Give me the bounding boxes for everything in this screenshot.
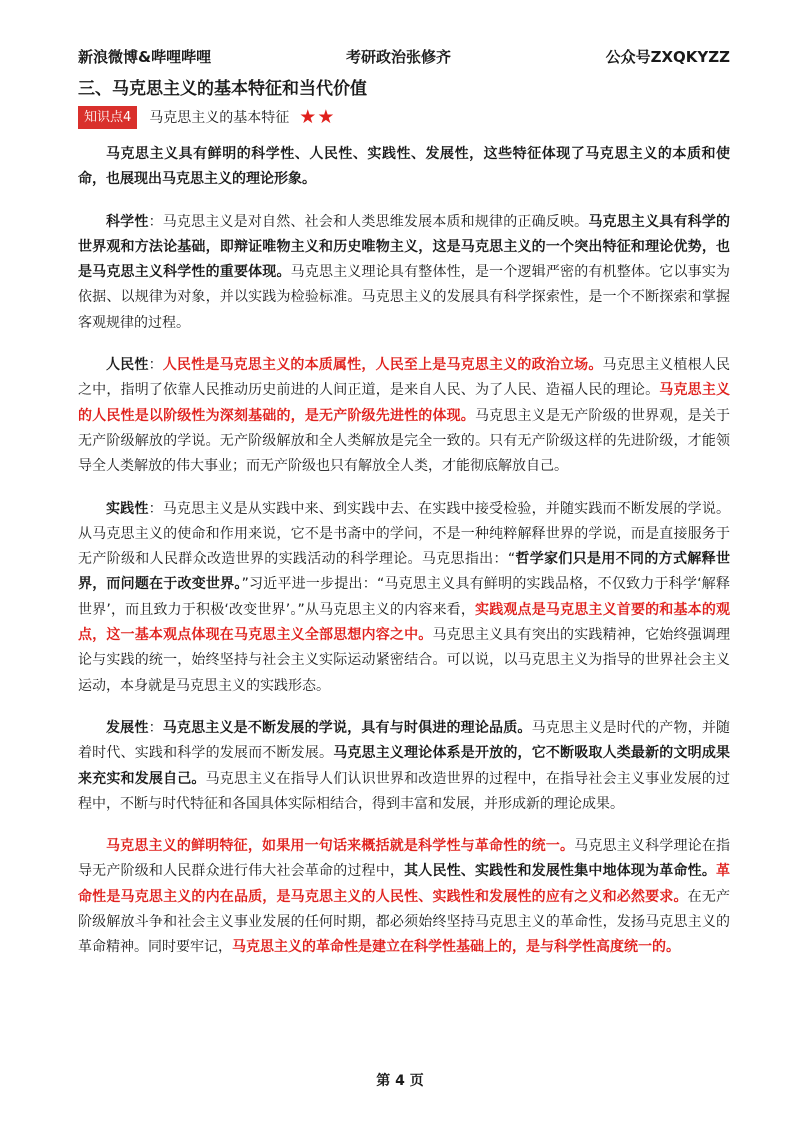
paragraph	[78, 210, 730, 336]
section-title: 三、马克思主义的基本特征和当代价值	[78, 79, 367, 99]
body-text: 马克思主义是无产阶级的世界观，是关于无产阶级解放的学说。无产阶级解放和全人类解放是完全一致的。只有无产阶级这样的先进阶级，才能领导全人类解放的伟大事业；而无产阶级也只有解放全人类，才能彻底解放自己。	[78, 407, 731, 475]
body-text: ：马克思主义是对自然、社会和人类思维发展本质和规律的正确反映。	[148, 213, 589, 230]
page-header	[78, 46, 730, 70]
header-left-text: 新浪微博&哔哩哔哩	[78, 48, 212, 66]
bold-text: 科学性	[106, 213, 149, 230]
body-text: ：	[148, 719, 163, 736]
bold-text: 马克思主义是不断发展的学说，具有与时俱进的理论品质。	[162, 719, 532, 736]
bold-text: 人民性	[106, 357, 149, 374]
page-number: 第 4 页	[376, 1073, 424, 1089]
bold-text: 马克思主义具有科学的世界观和方法论基础，即辩证唯物主义和历史唯物主义，这是马克思主义的一个突出特征和理论优势，也是马克思主义科学性的重要体现。	[78, 213, 731, 281]
body-text: ：马克思主义是从实践中来、到实践中去、在实践中接受检验，并随实践而不断发展的学说。从马克思主义的使命和作用来说，它不是书斋中的学问，不是一种纯粹解释世界的学说，而是直接服务于无产阶级和人民群众改造世界的实践活动的科学理论。马克思指出：“	[78, 500, 731, 568]
knowledge-point-heading	[78, 104, 335, 130]
bold-text: 发展性	[106, 719, 149, 736]
body-text: 在无产阶级解放斗争和社会主义事业发展的任何时期，都必须始终坚持马克思主义的革命性，发扬马克思主义的革命精神。同时要牢记，	[78, 888, 731, 956]
highlight-text: 马克思主义的人民性是以阶级性为深刻基础的，是无产阶级先进性的体现。	[78, 382, 731, 424]
knowledge-point-title: 马克思主义的基本特征	[149, 110, 290, 126]
article-body	[78, 142, 730, 978]
highlight-text: 马克思主义的革命性是建立在科学性基础上的，是与科学性高度统一的。	[232, 939, 680, 956]
bold-text: 哲学家们只是用不同的方式解释世界，而问题在于改变世界。	[78, 551, 730, 593]
body-text: 马克思主义是时代的产物，并随着时代、实践和科学的发展而不断发展。	[78, 719, 731, 762]
star-icon: ★★	[299, 106, 336, 128]
bold-text: 实践性	[106, 500, 149, 517]
highlight-text: 革命性是马克思主义的内在品质，是马克思主义的人民性、实践性和发展性的应有之义和必然要求。	[78, 863, 731, 905]
highlight-text: 人民性是马克思主义的本质属性，人民至上是马克思主义的政治立场。	[162, 357, 603, 374]
body-text: 马克思主义理论具有整体性，是一个逻辑严密的有机整体。它以事实为依据、以规律为对象，并以实践为检验标准。马克思主义的发展具有科学探索性，是一个不断探索和掌握客观规律的过程。	[78, 264, 731, 331]
highlight-text: 马克思主义的鲜明特征，如果用一句话来概括就是科学性与革命性的统一。	[106, 838, 575, 855]
paragraph	[78, 497, 730, 699]
header-right-text: 公众号ZXQKYZZ	[605, 48, 730, 66]
body-text: 马克思主义在指导人们认识世界和改造世界的过程中，在指导社会主义事业发展的过程中，不断与时代特征和各国具体实际相结合，得到丰富和发展，并形成新的理论成果。	[78, 770, 731, 812]
bold-text: 马克思主义理论体系是开放的，它不断吸取人类最新的文明成果来充实和发展自己。	[78, 745, 731, 787]
bold-text: 其人民性、实践性和发展性集中地体现为革命性。	[404, 863, 717, 880]
paragraph	[78, 716, 730, 817]
highlight-text: 实践观点是马克思主义首要的和基本的观点，这一基本观点体现在马克思主义全部思想内容之中。	[78, 601, 731, 644]
body-text: ”习近平进一步提出：“马克思主义具有鲜明的实践品格，不仅致力于科学‘解释世界’，而且致力于积极‘改变世界’。”从马克思主义的内容来看，	[78, 576, 730, 618]
body-text: 马克思主义科学理论在指导无产阶级和人民群众进行伟大社会革命的过程中，	[78, 838, 731, 880]
knowledge-point-badge: 知识点4	[78, 106, 137, 129]
body-text: 马克思主义植根人民之中，指明了依靠人民推动历史前进的人间正道，是来自人民、为了人民、造福人民的理论。	[78, 357, 731, 399]
body-text: ：	[148, 357, 163, 374]
paragraph	[78, 142, 730, 193]
paragraph	[78, 834, 730, 960]
bold-text: 马克思主义具有鲜明的科学性、人民性、实践性、发展性，这些特征体现了马克思主义的本质和使命，也展现出马克思主义的理论形象。	[78, 146, 730, 188]
paragraph	[78, 353, 730, 479]
header-center-text: 考研政治张修齐	[346, 48, 452, 66]
body-text: 马克思主义具有突出的实践精神，它始终强调理论与实践的统一，始终坚持与社会主义实际运动紧密结合。可以说，以马克思主义为指导的世界社会主义运动，本身就是马克思主义的实践形态。	[78, 627, 731, 694]
